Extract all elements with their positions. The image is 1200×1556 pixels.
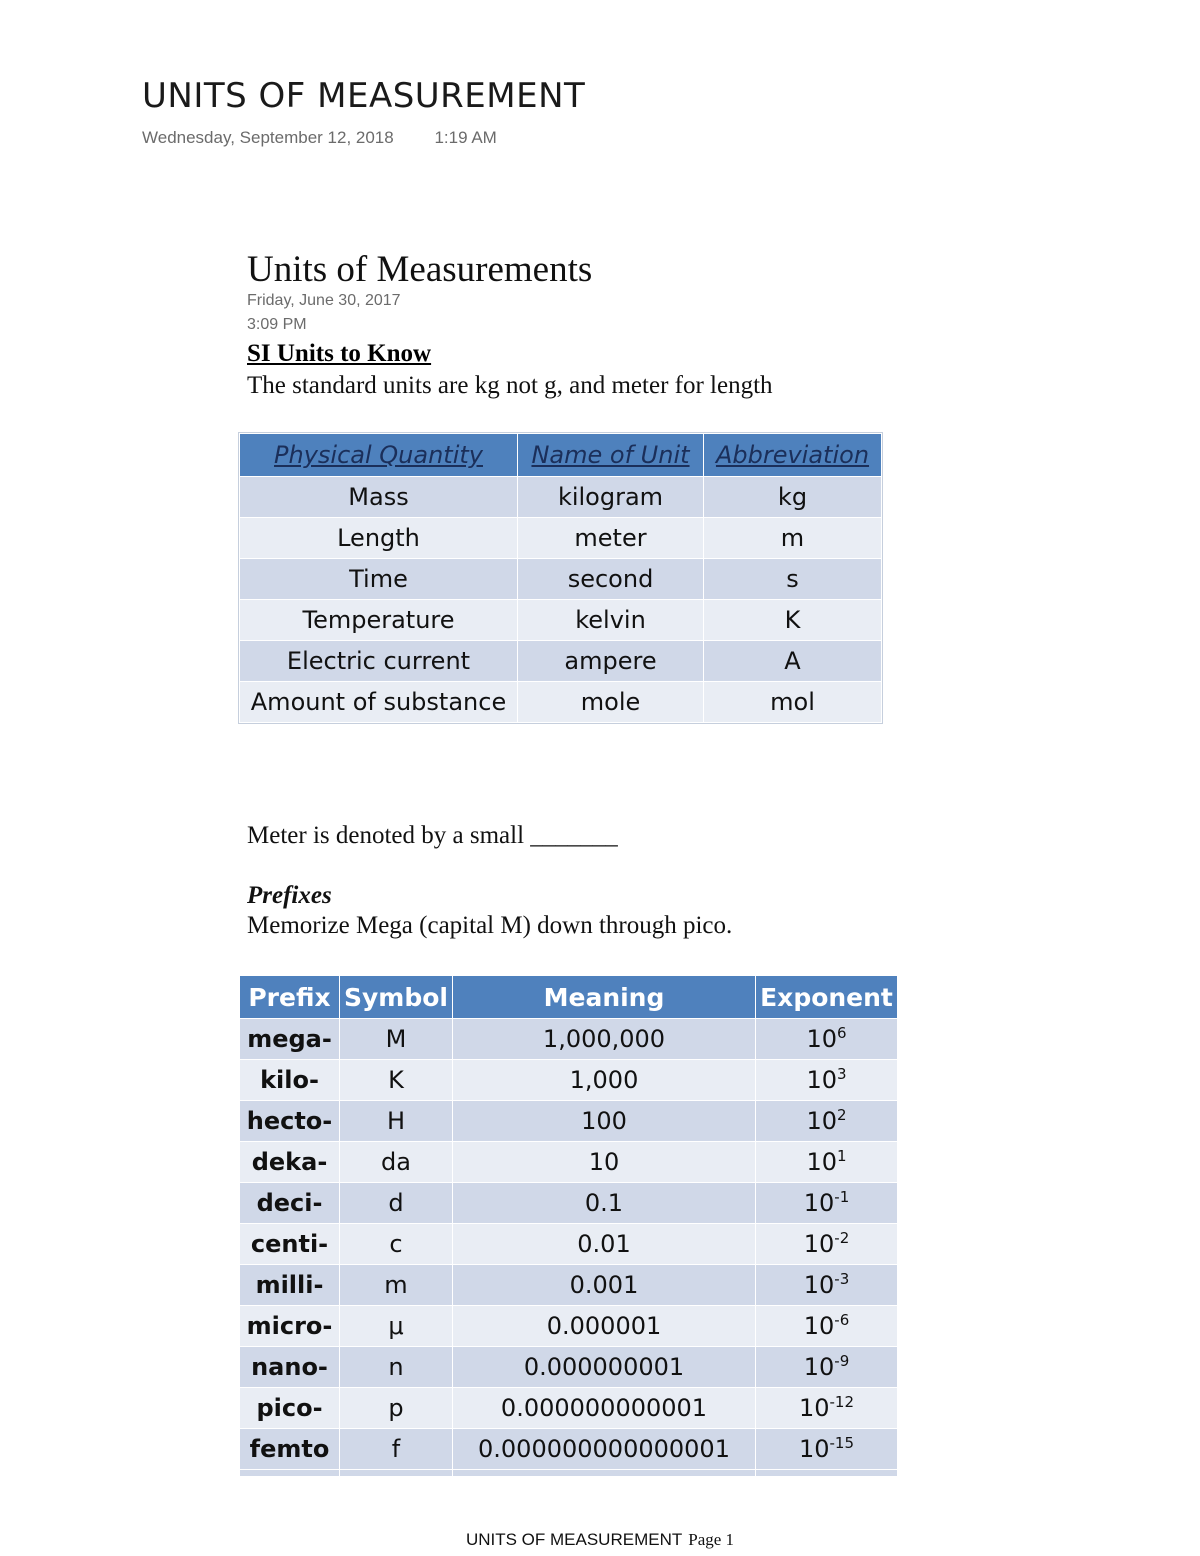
table-cell: Mass — [240, 477, 518, 518]
table-header-row — [240, 434, 882, 477]
exponent-cell — [756, 1429, 898, 1470]
table-cell — [756, 1470, 898, 1477]
column-header: Meaning — [453, 976, 756, 1019]
table-cell: deci- — [240, 1183, 340, 1224]
table-row — [240, 1306, 898, 1347]
table-cell — [453, 1470, 756, 1477]
table-row — [240, 477, 882, 518]
table-cell: 0.000000001 — [453, 1347, 756, 1388]
table-cell: Temperature — [240, 600, 518, 641]
page-footer — [0, 1530, 1200, 1550]
table-cell: d — [340, 1183, 453, 1224]
column-header: Symbol — [340, 976, 453, 1019]
page-timestamp — [142, 128, 497, 148]
table-cell: 0.1 — [453, 1183, 756, 1224]
exponent-cell — [756, 1224, 898, 1265]
table-cell: milli- — [240, 1265, 340, 1306]
table-row — [240, 1101, 898, 1142]
exponent-power: 1 — [837, 1147, 847, 1165]
table-cell: hecto- — [240, 1101, 340, 1142]
table-cell: mol — [704, 682, 882, 723]
table-row — [240, 641, 882, 682]
table-header-row — [240, 976, 898, 1019]
table-cell: 0.000001 — [453, 1306, 756, 1347]
table-cell: m — [340, 1265, 453, 1306]
exponent-power: -6 — [834, 1311, 850, 1329]
table-row-cutoff — [240, 1470, 898, 1477]
exponent-base: 10 — [798, 1435, 830, 1463]
column-header: Physical Quantity — [240, 434, 518, 477]
exponent-power: -9 — [834, 1352, 850, 1370]
exponent-power: -3 — [834, 1270, 850, 1288]
column-header: Exponent — [756, 976, 898, 1019]
table-cell: Electric current — [240, 641, 518, 682]
table-cell: deka- — [240, 1142, 340, 1183]
table-cell: kelvin — [518, 600, 704, 641]
table-cell: 1,000 — [453, 1060, 756, 1101]
exponent-power: -2 — [834, 1229, 850, 1247]
page-time: 1:19 AM — [434, 128, 497, 147]
exponent-cell — [756, 1388, 898, 1429]
exponent-power: 3 — [837, 1065, 847, 1083]
exponent-cell — [756, 1306, 898, 1347]
column-header: Name of Unit — [518, 434, 704, 477]
table-cell: 0.01 — [453, 1224, 756, 1265]
table-cell: p — [340, 1388, 453, 1429]
table-cell: nano- — [240, 1347, 340, 1388]
column-header: Prefix — [240, 976, 340, 1019]
table-cell: A — [704, 641, 882, 682]
table-cell: Length — [240, 518, 518, 559]
table-row — [240, 600, 882, 641]
table-cell: kilogram — [518, 477, 704, 518]
table-row — [240, 1265, 898, 1306]
table-row — [240, 1019, 898, 1060]
table-row — [240, 1347, 898, 1388]
table-cell — [340, 1470, 453, 1477]
table-cell: 0.000000000000001 — [453, 1429, 756, 1470]
table-cell: second — [518, 559, 704, 600]
table-cell: μ — [340, 1306, 453, 1347]
page-date: Wednesday, September 12, 2018 — [142, 128, 394, 147]
exponent-cell — [756, 1019, 898, 1060]
footer-title: UNITS OF MEASUREMENT — [465, 1530, 683, 1549]
table-cell: ampere — [518, 641, 704, 682]
table-cell: s — [704, 559, 882, 600]
exponent-base: 10 — [806, 1107, 837, 1135]
exponent-power: -12 — [829, 1393, 855, 1411]
table-cell: m — [704, 518, 882, 559]
note-date: Friday, June 30, 2017 — [247, 292, 401, 309]
table-cell: 0.000000000001 — [453, 1388, 756, 1429]
table-row — [240, 1060, 898, 1101]
table-row — [240, 559, 882, 600]
prefixes-text: Memorize Mega (capital M) down through pico. — [247, 912, 733, 939]
prefix-table — [239, 975, 898, 1477]
table-cell: 100 — [453, 1101, 756, 1142]
prefixes-heading: Prefixes — [247, 882, 332, 909]
column-header: Abbreviation — [704, 434, 882, 477]
table-row — [240, 1429, 898, 1470]
table-cell: K — [704, 600, 882, 641]
table-cell: pico- — [240, 1388, 340, 1429]
exponent-power: 6 — [837, 1024, 847, 1042]
table-cell: M — [340, 1019, 453, 1060]
table-row — [240, 518, 882, 559]
table-cell: mole — [518, 682, 704, 723]
exponent-power: -1 — [834, 1188, 850, 1206]
table-cell: n — [340, 1347, 453, 1388]
table-cell: f — [340, 1429, 453, 1470]
exponent-base: 10 — [803, 1312, 835, 1340]
table-row — [240, 682, 882, 723]
table-cell: kilo- — [240, 1060, 340, 1101]
footer-page-number: Page 1 — [688, 1530, 735, 1549]
table-cell: Time — [240, 559, 518, 600]
exponent-power: -15 — [829, 1434, 855, 1452]
exponent-base: 10 — [806, 1148, 837, 1176]
exponent-power: 2 — [837, 1106, 847, 1124]
table-row — [240, 1142, 898, 1183]
exponent-cell — [756, 1183, 898, 1224]
note-title: Units of Measurements — [247, 249, 593, 290]
table-cell — [240, 1470, 340, 1477]
exponent-cell — [756, 1060, 898, 1101]
exponent-base: 10 — [806, 1066, 837, 1094]
exponent-base: 10 — [803, 1353, 835, 1381]
exponent-base: 10 — [803, 1271, 835, 1299]
table-cell: K — [340, 1060, 453, 1101]
exponent-base: 10 — [806, 1025, 837, 1053]
note-time: 3:09 PM — [247, 316, 307, 333]
table-cell: 0.001 — [453, 1265, 756, 1306]
table-cell: H — [340, 1101, 453, 1142]
table-cell: meter — [518, 518, 704, 559]
table-row — [240, 1388, 898, 1429]
si-units-heading: SI Units to Know — [247, 340, 432, 367]
table-cell: kg — [704, 477, 882, 518]
table-cell: 1,000,000 — [453, 1019, 756, 1060]
exponent-base: 10 — [803, 1189, 835, 1217]
table-cell: centi- — [240, 1224, 340, 1265]
exponent-cell — [756, 1142, 898, 1183]
table-cell: femto — [240, 1429, 340, 1470]
exponent-cell — [756, 1101, 898, 1142]
fill-in-blank-text: Meter is denoted by a small _______ — [247, 822, 618, 849]
table-cell: 10 — [453, 1142, 756, 1183]
exponent-base: 10 — [803, 1230, 835, 1258]
page-title: UNITS OF MEASUREMENT — [142, 76, 586, 116]
table-cell: da — [340, 1142, 453, 1183]
table-cell: mega- — [240, 1019, 340, 1060]
exponent-base: 10 — [798, 1394, 830, 1422]
table-cell: Amount of substance — [240, 682, 518, 723]
exponent-cell — [756, 1265, 898, 1306]
table-row — [240, 1183, 898, 1224]
table-cell: c — [340, 1224, 453, 1265]
table-cell: micro- — [240, 1306, 340, 1347]
table-row — [240, 1224, 898, 1265]
exponent-cell — [756, 1347, 898, 1388]
si-units-text: The standard units are kg not g, and meter for length — [247, 372, 773, 399]
si-units-table — [239, 433, 882, 723]
